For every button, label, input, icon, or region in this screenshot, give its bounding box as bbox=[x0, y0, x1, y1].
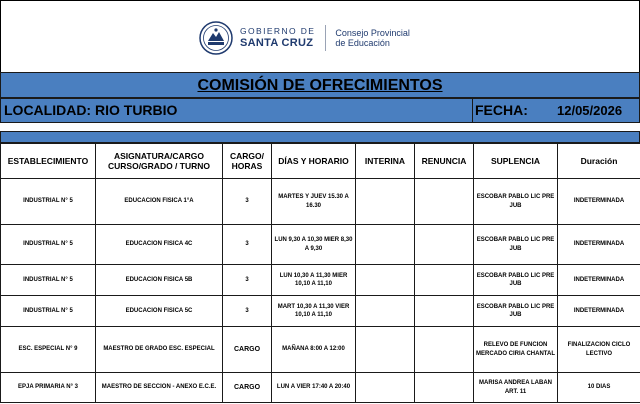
cell-duracion: INDETERMINADA bbox=[558, 179, 640, 225]
logo-group bbox=[199, 21, 410, 55]
cell-interina bbox=[356, 265, 415, 296]
header bbox=[0, 0, 640, 72]
table-row bbox=[1, 225, 640, 265]
col-asignatura: ASIGNATURA/CARGO CURSO/GRADO / TURNO bbox=[96, 144, 223, 179]
cell-dias-horario: LUN 9,30 A 10,30 MIER 8,30 A 9,30 bbox=[272, 225, 356, 265]
consejo-line2: de Educación bbox=[335, 38, 390, 48]
seal-icon bbox=[199, 21, 233, 55]
cell-establecimiento: INDUSTRIAL N° 5 bbox=[1, 296, 96, 327]
localidad-band bbox=[0, 98, 640, 123]
col-establecimiento: ESTABLECIMIENTO bbox=[1, 144, 96, 179]
cell-establecimiento: INDUSTRIAL N° 5 bbox=[1, 225, 96, 265]
spacer-band bbox=[0, 131, 640, 143]
gobierno-line2: SANTA CRUZ bbox=[240, 36, 314, 49]
cell-asignatura: EDUCACION FISICA 1°A bbox=[96, 179, 223, 225]
table-row bbox=[1, 296, 640, 327]
cell-suplencia: MARISA ANDREA LABAN ART. 11 bbox=[474, 373, 558, 403]
cell-asignatura: EDUCACION FISICA 4C bbox=[96, 225, 223, 265]
cell-interina bbox=[356, 225, 415, 265]
cell-duracion: INDETERMINADA bbox=[558, 225, 640, 265]
cell-asignatura: EDUCACION FISICA 5B bbox=[96, 265, 223, 296]
band-gap bbox=[0, 123, 640, 131]
fecha-value: 12/05/2026 bbox=[557, 103, 623, 118]
cell-duracion: 10 DIAS bbox=[558, 373, 640, 403]
cell-duracion: FINALIZACION CICLO LECTIVO bbox=[558, 327, 640, 373]
cell-suplencia: ESCOBAR PABLO LIC PRE JUB bbox=[474, 296, 558, 327]
cell-renuncia bbox=[415, 296, 474, 327]
gobierno-line1: GOBIERNO DE bbox=[240, 26, 316, 37]
col-interina: INTERINA bbox=[356, 144, 415, 179]
cell-asignatura: MAESTRO DE GRADO ESC. ESPECIAL bbox=[96, 327, 223, 373]
gobierno-logo-text bbox=[240, 27, 315, 49]
cell-suplencia: ESCOBAR PABLO LIC PRE JUB bbox=[474, 179, 558, 225]
logo-divider bbox=[325, 25, 326, 51]
table-header-row bbox=[1, 144, 640, 179]
page-title: COMISIÓN DE OFRECIMIENTOS bbox=[197, 77, 443, 94]
col-suplencia: SUPLENCIA bbox=[474, 144, 558, 179]
cell-establecimiento: EPJA PRIMARIA N° 3 bbox=[1, 373, 96, 403]
band-divider bbox=[472, 99, 473, 122]
cell-suplencia: ESCOBAR PABLO LIC PRE JUB bbox=[474, 225, 558, 265]
cell-establecimiento: INDUSTRIAL N° 5 bbox=[1, 179, 96, 225]
fecha-label: FECHA: bbox=[475, 102, 528, 118]
cell-interina bbox=[356, 296, 415, 327]
consejo-line1: Consejo Provincial bbox=[335, 27, 410, 38]
cell-dias-horario: MAÑANA 8:00 A 12:00 bbox=[272, 327, 356, 373]
table-row bbox=[1, 179, 640, 225]
col-duracion: Duración bbox=[558, 144, 640, 179]
cell-duracion: INDETERMINADA bbox=[558, 296, 640, 327]
cell-interina bbox=[356, 327, 415, 373]
cell-dias-horario: MART 10,30 A 11,30 VIER 10,10 A 11,10 bbox=[272, 296, 356, 327]
table-row bbox=[1, 327, 640, 373]
cell-duracion: INDETERMINADA bbox=[558, 265, 640, 296]
cell-cargo-horas: 3 bbox=[223, 179, 272, 225]
col-renuncia: RENUNCIA bbox=[415, 144, 474, 179]
consejo-logo-text bbox=[335, 28, 410, 49]
cell-asignatura: EDUCACION FISICA 5C bbox=[96, 296, 223, 327]
cell-cargo-horas: 3 bbox=[223, 296, 272, 327]
cell-cargo-horas: CARGO bbox=[223, 373, 272, 403]
cell-renuncia bbox=[415, 373, 474, 403]
cell-suplencia: RELEVO DE FUNCION MERCADO CIRIA CHANTAL bbox=[474, 327, 558, 373]
title-band bbox=[0, 72, 640, 98]
cell-interina bbox=[356, 373, 415, 403]
cell-cargo-horas: CARGO bbox=[223, 327, 272, 373]
cell-dias-horario: LUN 10,30 A 11,30 MIER 10,10 A 11,10 bbox=[272, 265, 356, 296]
localidad-label: LOCALIDAD: RIO TURBIO bbox=[4, 102, 178, 118]
cell-renuncia bbox=[415, 179, 474, 225]
cell-suplencia: ESCOBAR PABLO LIC PRE JUB bbox=[474, 265, 558, 296]
cell-establecimiento: ESC. ESPECIAL N° 9 bbox=[1, 327, 96, 373]
cell-renuncia bbox=[415, 327, 474, 373]
cell-dias-horario: MARTES Y JUEV 15.30 A 16.30 bbox=[272, 179, 356, 225]
cell-renuncia bbox=[415, 265, 474, 296]
cell-renuncia bbox=[415, 225, 474, 265]
cell-cargo-horas: 3 bbox=[223, 265, 272, 296]
col-dias-horario: DÍAS Y HORARIO bbox=[272, 144, 356, 179]
table-row bbox=[1, 265, 640, 296]
cell-establecimiento: INDUSTRIAL N° 5 bbox=[1, 265, 96, 296]
table-row bbox=[1, 373, 640, 403]
cell-asignatura: MAESTRO DE SECCION - ANEXO E.C.E. bbox=[96, 373, 223, 403]
cell-cargo-horas: 3 bbox=[223, 225, 272, 265]
cell-interina bbox=[356, 179, 415, 225]
cell-dias-horario: LUN A VIER 17:40 A 20:40 bbox=[272, 373, 356, 403]
ofrecimientos-table bbox=[0, 143, 640, 403]
col-cargo-horas: CARGO/ HORAS bbox=[223, 144, 272, 179]
